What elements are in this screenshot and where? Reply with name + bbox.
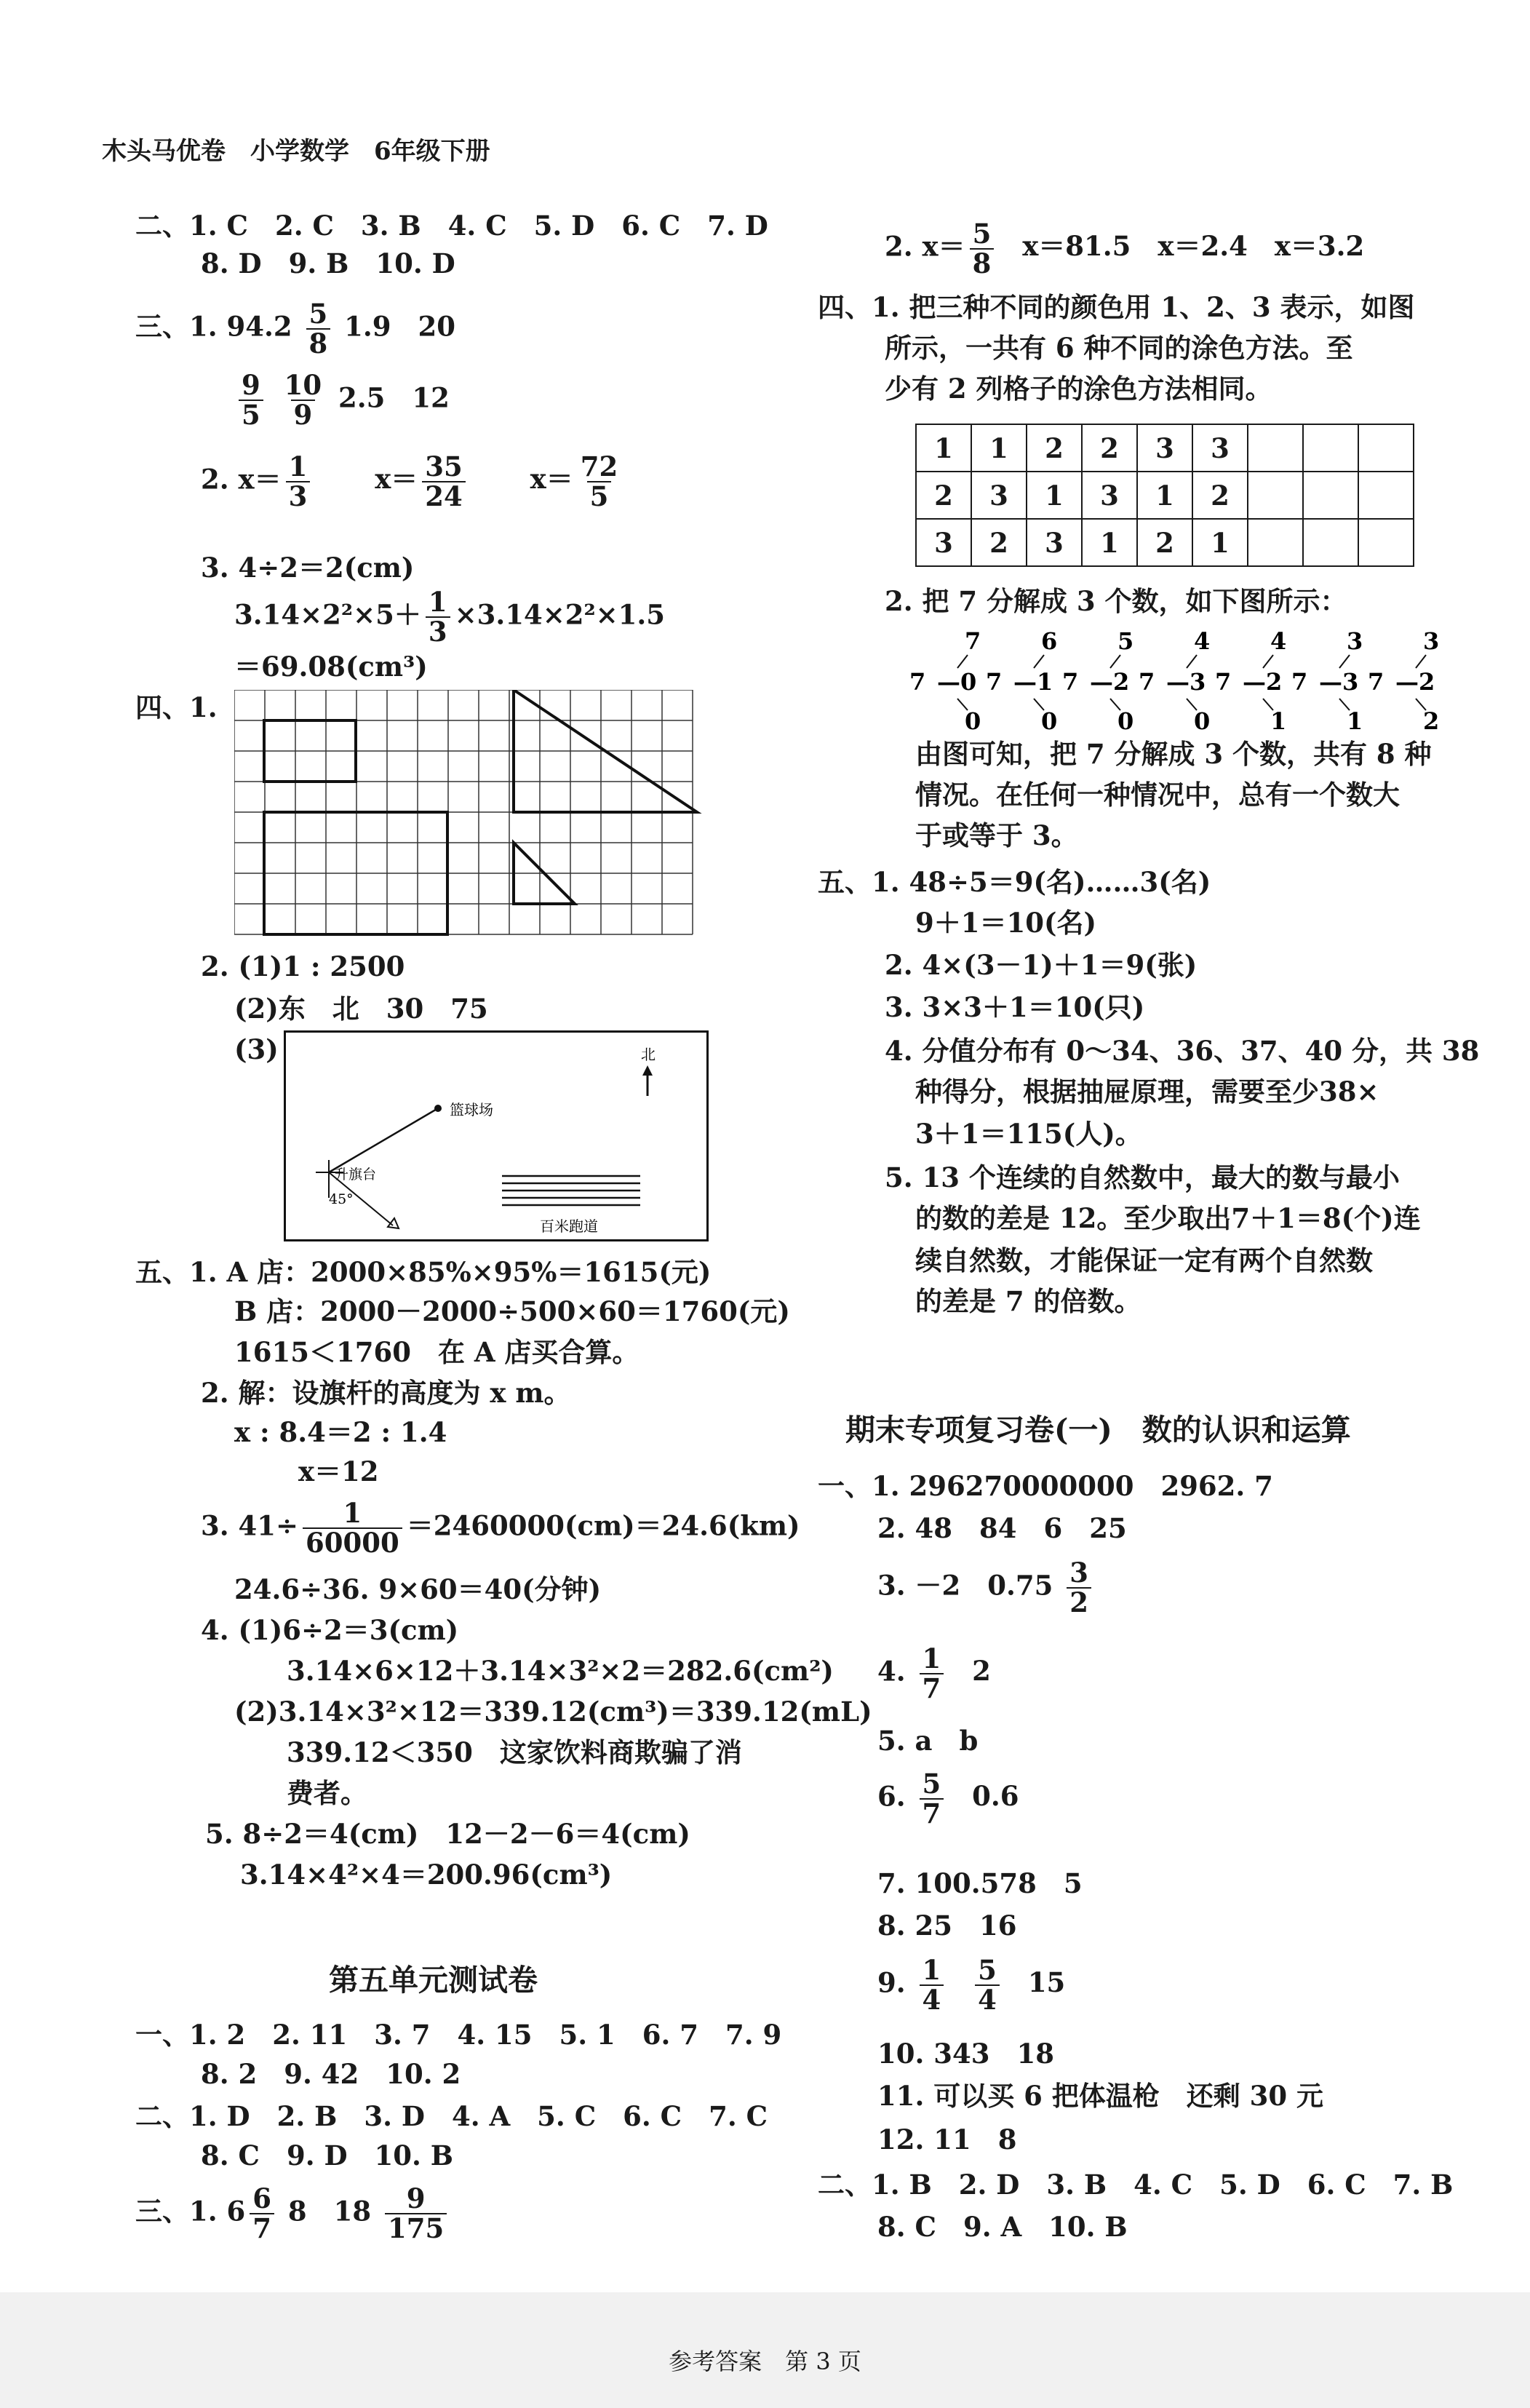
- decomposition-tree: [1368, 627, 1439, 732]
- fraction: $\frac{1}{7}$: [920, 1645, 944, 1703]
- unit5-line3: 二、1. D 2. B 3. D 4. A 5. C 6. C 7. C: [135, 2100, 768, 2132]
- right-s4-line7: 于或等于 3。: [915, 819, 1078, 851]
- right-s5-line8: 5. 13 个连续的自然数中，最大的数与最小: [885, 1161, 1400, 1193]
- svg-text:0: 0: [1194, 707, 1211, 732]
- final-q1: 一、1. 296270000000 2962. 7: [818, 1470, 1273, 1502]
- left-s2-line1: 二、1. C 2. C 3. B 4. C 5. D 6. C 7. D: [135, 210, 768, 242]
- left-s5-line11: (2)3.14×3²×12＝339.12(cm³)＝339.12(mL): [234, 1696, 872, 1728]
- page-number: 参考答案 第 3 页: [669, 2348, 861, 2375]
- left-s5-line3: 1615＜1760 在 A 店买合算。: [234, 1336, 640, 1368]
- north-label: 北: [641, 1046, 656, 1063]
- svg-text:—: —: [1243, 668, 1266, 696]
- court-label: 篮球场: [450, 1101, 493, 1118]
- final-q4: 4. $\frac{1}{7}$ 2: [877, 1642, 991, 1704]
- grid-figure: [234, 690, 729, 952]
- final-q8: 8. 25 16: [877, 1910, 1017, 1942]
- unit5-line4: 8. C 9. D 10. B: [201, 2139, 454, 2171]
- decomposition-tree: [1291, 627, 1363, 732]
- right-s4-line4: 2. 把 7 分解成 3 个数，如下图所示：: [885, 585, 1347, 617]
- svg-text:3: 3: [1347, 627, 1363, 655]
- unit5-line2: 8. 2 9. 42 10. 2: [201, 2058, 461, 2090]
- svg-text:2: 2: [1113, 668, 1130, 696]
- table-row: 1 1 2 2 3 3: [916, 424, 1414, 472]
- right-line-eq: 2. x＝ $\frac{5}{8}$ x＝81.5 x＝2.4 x＝3.2: [885, 218, 1365, 279]
- svg-text:—: —: [1090, 668, 1113, 696]
- left-s5-line14: 5. 8÷2＝4(cm) 12－2－6＝4(cm): [205, 1818, 690, 1850]
- svg-text:3: 3: [1423, 627, 1440, 655]
- page-header: 木头马优卷 小学数学 6年级下册: [102, 137, 490, 166]
- right-s5-line1: 五、1. 48÷5＝9(名)……3(名): [818, 866, 1211, 898]
- right-s5-line9: 的数的差是 12。至少取出7＋1＝8(个)连: [915, 1202, 1421, 1234]
- final-q11: 11. 可以买 6 把体温枪 还剩 30 元: [877, 2080, 1324, 2112]
- left-s5-line10: 3.14×6×12＋3.14×3²×2＝282.6(cm²): [287, 1655, 834, 1687]
- fraction: $\frac{9}{5}$: [239, 371, 263, 429]
- svg-text:4: 4: [1270, 627, 1287, 655]
- svg-text:4: 4: [1194, 627, 1211, 655]
- decomposition-tree: [1215, 627, 1286, 732]
- svg-text:1: 1: [1347, 707, 1363, 732]
- left-s5-line2: B 店：2000－2000÷500×60＝1760(元): [234, 1295, 790, 1327]
- svg-text:—: —: [1013, 668, 1037, 696]
- right-s4-line2: 所示，一共有 6 种不同的涂色方法。至: [885, 332, 1353, 364]
- right-s4-line6: 情况。在任何一种情况中，总有一个数大: [915, 779, 1400, 811]
- left-s3-line3: 2. x＝ $\frac{1}{3}$ x＝ $\frac{35}{24}$ x＝ $\frac{72}{5}$: [201, 453, 625, 511]
- angle-label: 45°: [329, 1191, 354, 1207]
- svg-text:0: 0: [1041, 707, 1058, 732]
- left-s3-line6: ＝69.08(cm³): [234, 651, 428, 683]
- svg-text:7: 7: [909, 668, 926, 696]
- fraction: $\frac{1}{3}$: [286, 453, 311, 511]
- svg-text:7: 7: [1215, 668, 1232, 696]
- left-s5-line8: 24.6÷36. 9×60＝40(分钟): [234, 1573, 602, 1605]
- fraction: $\frac{9}{175}$: [385, 2185, 447, 2243]
- svg-text:3: 3: [1342, 668, 1359, 696]
- final-q2: 2. 48 84 6 25: [877, 1512, 1127, 1544]
- fraction: $\frac{5}{8}$: [970, 220, 995, 278]
- decomposition-tree: [986, 627, 1057, 732]
- left-s5-line13: 费者。: [287, 1777, 367, 1809]
- left-s5-line5: x : 8.4＝2 : 1.4: [234, 1416, 447, 1448]
- fraction: $\frac{1}{4}$: [920, 1956, 944, 2014]
- right-s5-line11: 的差是 7 的倍数。: [915, 1285, 1141, 1317]
- right-s5-line5: 4. 分值分布有 0～34、36、37、40 分，共 38: [885, 1035, 1480, 1067]
- svg-text:0: 0: [960, 668, 977, 696]
- table-row: 3 2 3 1 2 1: [916, 519, 1414, 566]
- final-mc-line1: 二、1. B 2. D 3. B 4. C 5. D 6. C 7. B: [818, 2169, 1454, 2201]
- left-s4-q2-1: 2. (1)1 : 2500: [201, 950, 405, 982]
- svg-text:—: —: [1395, 668, 1419, 696]
- left-s4-label: 四、1.: [135, 691, 218, 723]
- final-q3: 3. －2 0.75 $\frac{3}{2}$: [877, 1559, 1096, 1617]
- left-s3-line5: 3.14×2²×5＋ $\frac{1}{3}$ ×3.14×2²×1.5: [234, 586, 666, 648]
- unit5-line1: 一、1. 2 2. 11 3. 7 4. 15 5. 1 6. 7 7. 9: [135, 2019, 782, 2051]
- svg-text:7: 7: [1062, 668, 1079, 696]
- fraction: $\frac{5}{4}$: [975, 1956, 1000, 2014]
- right-s5-line4: 3. 3×3＋1＝10(只): [885, 991, 1145, 1023]
- left-s3-line1: 三、1. 94.2 $\frac{5}{8}$ 1.9 20: [135, 298, 456, 359]
- right-s5-line2: 9＋1＝10(名): [915, 907, 1096, 939]
- final-q9: 9. $\frac{1}{4}$ $\frac{5}{4}$ 15: [877, 1954, 1066, 2016]
- left-s5-line1: 五、1. A 店：2000×85%×95%＝1615(元): [135, 1256, 712, 1288]
- table-row: 2 3 1 3 1 2: [916, 472, 1414, 519]
- final-mc-line2: 8. C 9. A 10. B: [877, 2211, 1128, 2243]
- svg-text:7: 7: [986, 668, 1003, 696]
- flag-label: 升旗台: [335, 1167, 377, 1183]
- final-q12: 12. 11 8: [877, 2123, 1017, 2155]
- fraction: $\frac{6}{7}$: [250, 2185, 274, 2243]
- svg-text:2: 2: [1423, 707, 1440, 732]
- fraction: $\frac{35}{24}$: [422, 453, 466, 511]
- right-s5-line3: 2. 4×(3－1)＋1＝9(张): [885, 949, 1198, 981]
- right-s5-line6: 种得分，根据抽屉原理，需要至少38×: [915, 1076, 1379, 1108]
- fraction: $\frac{10}{9}$: [284, 369, 322, 431]
- left-s2-line2: 8. D 9. B 10. D: [201, 247, 455, 279]
- left-s5-line12: 339.12＜350 这家饮料商欺骗了消: [287, 1736, 742, 1768]
- svg-text:2: 2: [1266, 668, 1283, 696]
- map-figure: [284, 1030, 709, 1241]
- final-review-title: 期末专项复习卷(一) 数的认识和运算: [845, 1412, 1351, 1447]
- final-q10: 10. 343 18: [877, 2038, 1054, 2070]
- decomposition-tree: [1139, 627, 1210, 732]
- svg-text:0: 0: [965, 707, 981, 732]
- final-q5: 5. a b: [877, 1725, 979, 1757]
- unit5-line5: 三、1. 6 $\frac{6}{7}$ 8 18 $\frac{9}{175}$: [135, 2185, 451, 2243]
- right-s4-line1: 四、1. 把三种不同的颜色用 1、2、3 表示，如图: [818, 291, 1415, 323]
- final-q7: 7. 100.578 5: [877, 1867, 1083, 1899]
- svg-text:0: 0: [1117, 707, 1134, 732]
- svg-text:—: —: [937, 668, 960, 696]
- svg-text:6: 6: [1041, 627, 1058, 655]
- svg-text:7: 7: [965, 627, 981, 655]
- svg-text:1: 1: [1037, 668, 1053, 696]
- fraction: $\frac{5}{8}$: [306, 300, 331, 358]
- svg-text:7: 7: [1368, 668, 1384, 696]
- left-s3-line4: 3. 4÷2＝2(cm): [201, 552, 415, 584]
- right-s5-line7: 3＋1＝115(人)。: [915, 1118, 1142, 1150]
- left-s4-q2-3: (3): [234, 1033, 279, 1065]
- final-q6: 6. $\frac{5}{7}$ 0.6: [877, 1768, 1019, 1829]
- left-s5-line9: 4. (1)6÷2＝3(cm): [201, 1614, 459, 1646]
- svg-text:—: —: [1319, 668, 1342, 696]
- left-s5-line15: 3.14×4²×4＝200.96(cm³): [240, 1859, 613, 1891]
- left-s4-q2-2: (2)东 北 30 75: [234, 993, 488, 1025]
- fraction: $\frac{72}{5}$: [580, 450, 618, 512]
- decomposition-trees: [909, 623, 1455, 732]
- svg-text:7: 7: [1139, 668, 1155, 696]
- left-s3-line2: $\frac{9}{5}$ $\frac{10}{9}$ 2.5 12: [234, 371, 450, 429]
- svg-text:3: 3: [1190, 668, 1206, 696]
- left-s5-line6: x＝12: [298, 1455, 379, 1487]
- decomposition-tree: [909, 627, 981, 732]
- fraction: $\frac{1}{60000}$: [303, 1499, 402, 1557]
- color-table: [915, 424, 1414, 567]
- decomposition-tree: [1062, 627, 1133, 732]
- right-s4-line3: 少有 2 列格子的涂色方法相同。: [885, 373, 1272, 405]
- fraction: $\frac{1}{3}$: [426, 588, 450, 646]
- svg-text:—: —: [1166, 668, 1190, 696]
- svg-text:5: 5: [1117, 627, 1134, 655]
- svg-text:2: 2: [1419, 668, 1435, 696]
- svg-text:7: 7: [1291, 668, 1308, 696]
- svg-text:1: 1: [1270, 707, 1287, 732]
- fraction: $\frac{3}{2}$: [1067, 1559, 1091, 1617]
- right-s4-line5: 由图可知，把 7 分解成 3 个数，共有 8 种: [915, 738, 1432, 770]
- page-footer: [0, 2292, 1530, 2408]
- right-s5-line10: 续自然数，才能保证一定有两个自然数: [915, 1244, 1373, 1276]
- left-s5-line4: 2. 解：设旗杆的高度为 x m。: [201, 1377, 571, 1409]
- track-label: 百米跑道: [540, 1217, 598, 1235]
- unit5-title: 第五单元测试卷: [329, 1963, 538, 1998]
- left-s5-line7: 3. 41÷ $\frac{1}{60000}$ ＝2460000(cm)＝24.6(km): [201, 1497, 800, 1559]
- fraction: $\frac{5}{7}$: [920, 1770, 944, 1828]
